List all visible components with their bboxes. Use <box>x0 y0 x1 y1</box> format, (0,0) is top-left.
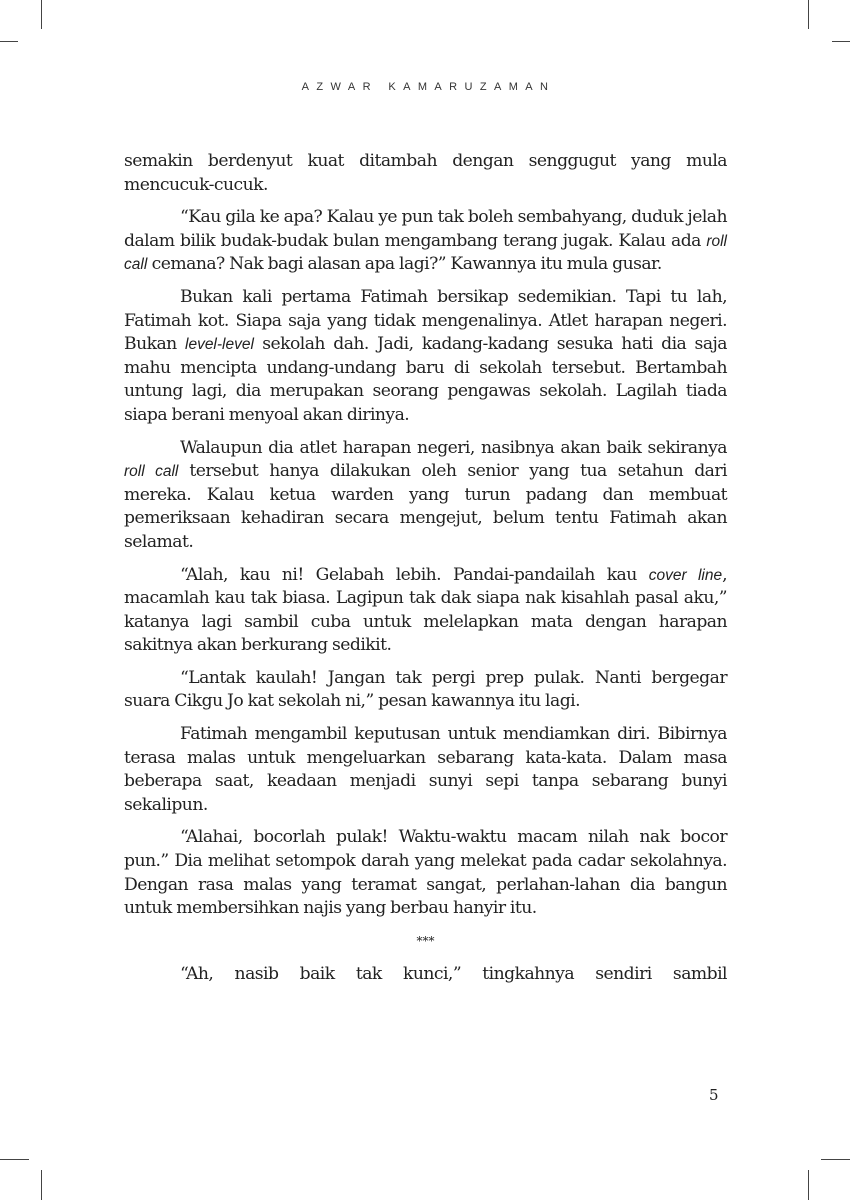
italic-term: roll call <box>124 232 727 274</box>
paragraph <box>124 667 727 714</box>
paragraph <box>124 206 727 277</box>
paragraph <box>124 723 727 817</box>
paragraph <box>124 564 727 658</box>
paragraph <box>124 826 727 920</box>
paragraph <box>124 437 727 555</box>
text-run: “Alahai, bocorlah pulak! Waktu-waktu macam nilah nak bocor pun.” Dia melihat setompok darah yang melekat pada cadar sekolahnya. Dengan rasa malas yang teramat sangat, perlahan-lahan dia bangun untuk membersihkan najis yang berbau hanyir itu. <box>124 827 727 919</box>
italic-term: level-level <box>185 336 254 354</box>
text-run: Fatimah mengambil keputusan untuk mendiamkan diri. Bibirnya terasa malas untuk mengeluarkan sebarang kata-kata. Dalam masa beberapa saat, keadaan menjadi sunyi sepi tanpa sebarang bunyi sekalipun. <box>124 724 727 815</box>
paragraph <box>124 286 727 428</box>
running-head-author: AZWAR KAMARUZAMAN <box>301 81 556 93</box>
paragraph-list <box>124 150 727 921</box>
crop-mark-bottom-right-vertical <box>808 1170 809 1200</box>
text-run: “Lantak kaulah! Jangan tak pergi prep pulak. Nanti bergegar suara Cikgu Jo kat sekolah ni,” pesan kawannya itu lagi. <box>124 667 727 712</box>
text-run: , macamlah kau tak biasa. Lagipun tak dak siapa nak kisahlah pasal aku,” katanya lagi sambil cuba untuk melelapkan mata dengan harapan sakitnya akan berkurang sedikit. <box>124 564 727 656</box>
body-text <box>124 150 727 996</box>
crop-mark-top-left-horizontal <box>0 41 18 42</box>
crop-mark-bottom-right-horizontal <box>821 1159 850 1160</box>
text-run: sekolah dah. Jadi, kadang-kadang sesuka hati dia saja mahu mencipta undang-undang baru di sekolah tersebut. Bertambah untung lagi, dia merupakan seorang pengawas sekolah. Lagilah tiada siapa berani menyoal akan dirinya. <box>124 334 727 425</box>
text-run: “Alah, kau ni! Gelabah lebih. Pandai-pandailah kau <box>180 564 649 585</box>
crop-mark-top-left-vertical <box>41 0 42 29</box>
italic-term: roll call <box>124 463 179 481</box>
text-run: Bukan kali pertama Fatimah bersikap sedemikian. Tapi tu lah, Fatimah kot. Siapa saja yang tidak mengenalinya. Atlet harapan negeri. Bukan <box>124 286 727 355</box>
text-run: “Kau gila ke apa? Kalau ye pun tak boleh sembahyang, duduk jelah dalam bilik budak-budak bulan mengambang terang jugak. Kalau ada <box>124 207 727 251</box>
crop-mark-bottom-left-horizontal <box>0 1159 29 1160</box>
italic-term: cover line <box>648 566 723 584</box>
crop-mark-top-right-vertical <box>808 0 809 29</box>
text-run: cemana? Nak bagi alasan apa lagi?” Kawannya itu mula gusar. <box>147 254 662 275</box>
page-number: 5 <box>709 1086 719 1104</box>
crop-mark-bottom-left-vertical <box>41 1170 42 1200</box>
paragraph <box>124 150 727 197</box>
text-run: Walaupun dia atlet harapan negeri, nasibnya akan baik sekiranya <box>180 437 727 458</box>
text-run: semakin berdenyut kuat ditambah dengan senggugut yang mula mencucuk-cucuk. <box>124 151 727 195</box>
crop-mark-top-right-horizontal <box>832 41 850 42</box>
text-run: tersebut hanya dilakukan oleh senior yang tua setahun dari mereka. Kalau ketua warden yang turun padang dan membuat pemeriksaan kehadiran secara mengejut, belum tentu Fatimah akan selamat. <box>124 461 727 552</box>
closing-paragraph: “Ah, nasib baik tak kunci,” tingkahnya sendiri sambil <box>180 964 727 985</box>
scene-break: *** <box>416 933 435 948</box>
